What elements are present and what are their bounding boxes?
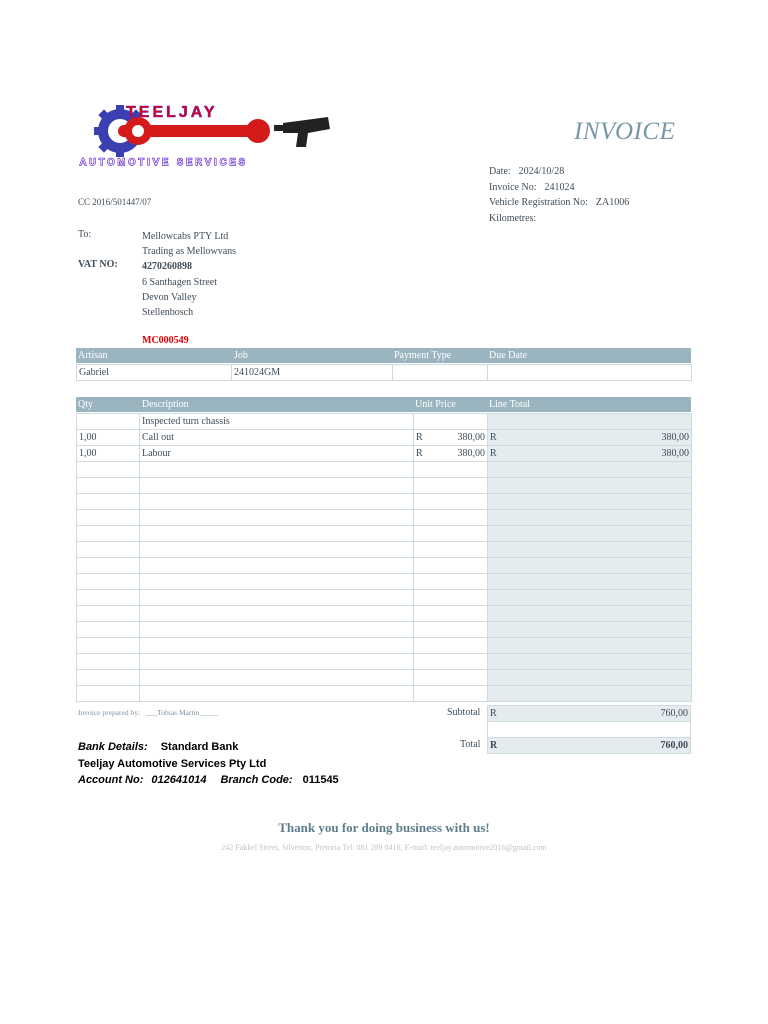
branch-code-label: Branch Code: [220,774,293,786]
line-total-cell [488,622,692,638]
currency-symbol: R [416,448,423,459]
qty-cell: 1,00 [77,446,140,462]
subtotal-cell [488,706,691,722]
unit-price-header: Unit Price [415,399,456,410]
total-label: Total [460,739,481,750]
table-row [77,510,692,526]
total-row [488,738,691,754]
qty-cell [77,510,140,526]
account-no-label: Account No: [78,774,144,786]
description-cell [140,462,414,478]
line-total-header: Line Total [489,399,531,410]
unit-price-cell [414,606,488,622]
prepared-by [78,708,218,717]
currency-symbol: R [490,708,497,719]
unit-price-cell [414,414,488,430]
vat-label: VAT NO: [78,259,118,270]
subtotal-label: Subtotal [447,707,481,718]
payment-type-header: Payment Type [394,350,452,361]
unit-price-cell [414,622,488,638]
unit-price-cell [414,526,488,542]
unit-price-cell [414,462,488,478]
vehicle-reg-value: ZA1006 [595,197,630,208]
unit-price-cell [414,542,488,558]
unit-price-cell [414,670,488,686]
prepared-by-label: Invoice prepared by: [78,708,141,717]
table-row [77,574,692,590]
unit-price-value: 380,00 [457,432,485,443]
qty-cell [77,590,140,606]
invoice-meta [489,166,629,228]
customer-address [142,229,236,320]
description-cell [140,526,414,542]
qty-cell [77,414,140,430]
date-label: Date: [489,166,511,177]
table-row [77,462,692,478]
cc-number: CC 2016/501447/07 [78,197,152,207]
unit-price-cell [414,638,488,654]
due-date-cell [488,365,692,381]
description-cell [140,510,414,526]
table-row [77,558,692,574]
unit-price-cell [414,430,488,446]
wrench-icon [118,117,270,145]
job-cell: 241024GM [232,365,393,381]
unit-price-cell [414,558,488,574]
currency-symbol: R [490,448,497,459]
invoice-no-label: Invoice No: [489,181,537,193]
address-line-2: Devon Valley [142,291,197,303]
table-row [77,365,692,381]
unit-price-cell [414,654,488,670]
line-total-cell [488,638,692,654]
qty-header: Qty [78,399,93,410]
address-line-1: 6 Santhagen Street [142,276,217,288]
description-cell [140,638,414,654]
qty-cell [77,622,140,638]
vat-number: 4270260898 [142,261,192,273]
unit-price-value: 380,00 [457,448,485,459]
subtotal-row [488,706,691,722]
table-row [77,494,692,510]
table-row [77,542,692,558]
bank-details-label: Bank Details: [78,741,148,753]
table-row [77,478,692,494]
date-value: 2024/10/28 [518,166,565,177]
table-row [77,670,692,686]
description-header: Description [142,399,189,410]
invoice-title: INVOICE [574,118,676,145]
spray-gun-icon [274,117,330,147]
currency-symbol: R [490,740,498,751]
customer-name: Mellowcabs PTY Ltd [142,231,229,242]
qty-cell [77,638,140,654]
line-total-cell [488,686,692,702]
bank-details [78,739,339,789]
invoice-no-value: 241024 [544,181,575,193]
table-row [77,446,692,462]
qty-cell [77,494,140,510]
job-table [76,364,692,381]
table-row [77,638,692,654]
qty-cell [77,670,140,686]
line-total-cell [488,526,692,542]
qty-cell [77,462,140,478]
due-date-header: Due Date [489,350,528,361]
description-cell [140,606,414,622]
qty-cell [77,478,140,494]
line-total-cell [488,558,692,574]
table-row [77,654,692,670]
unit-price-cell [414,446,488,462]
description-cell: Labour [140,446,414,462]
line-total-cell [488,542,692,558]
table-row [77,590,692,606]
description-cell [140,670,414,686]
unit-price-cell [414,574,488,590]
branch-code-value: 011545 [302,774,339,786]
unit-price-cell [414,478,488,494]
qty-cell [77,526,140,542]
line-total-cell [488,590,692,606]
company-logo [78,103,348,169]
artisan-header: Artisan [78,350,108,361]
qty-cell [77,558,140,574]
qty-cell [77,606,140,622]
account-holder: Teeljay Automotive Services Pty Ltd [78,757,267,770]
unit-price-cell [414,510,488,526]
order-reference: MC000549 [142,335,189,346]
table-row [77,622,692,638]
line-total-cell [488,670,692,686]
qty-cell [77,654,140,670]
totals-table [487,705,691,754]
unit-price-cell [414,590,488,606]
description-cell [140,590,414,606]
description-cell: Call out [140,430,414,446]
line-total-cell [488,510,692,526]
kilometres-label: Kilometres: [489,212,537,224]
job-table-header [76,348,691,363]
line-total-value: 380,00 [661,432,689,443]
line-total-cell [488,478,692,494]
address-line-3: Stellenbosch [142,307,194,319]
subtotal-value: 760,00 [660,708,688,719]
prepared-by-value: ___Tobias Martin_____ [145,708,219,717]
line-total-cell [488,430,692,446]
account-no-value: 012641014 [151,774,207,786]
logo-top-text: TEELJAY [126,104,218,121]
customer-trading-as: Trading as Mellowvans [142,246,237,258]
line-total-value: 380,00 [661,448,689,459]
currency-symbol: R [416,432,423,443]
line-total-cell [488,446,692,462]
table-row [77,686,692,702]
table-row [77,526,692,542]
description-cell [140,686,414,702]
spacer-row [488,722,691,738]
line-total-cell [488,574,692,590]
description-cell [140,478,414,494]
unit-price-cell [414,686,488,702]
spacer-cell [488,722,691,738]
description-cell [140,574,414,590]
qty-cell [77,542,140,558]
qty-cell [77,574,140,590]
table-row [77,414,692,430]
line-total-cell [488,654,692,670]
items-table-header [76,397,691,412]
unit-price-cell [414,494,488,510]
currency-symbol: R [490,432,497,443]
payment-type-cell [393,365,488,381]
vehicle-reg-label: Vehicle Registration No: [489,197,588,208]
thank-you-message: Thank you for doing business with us! [278,820,490,835]
total-cell [488,738,691,754]
job-header: Job [234,350,248,361]
total-value: 760,00 [660,740,688,751]
description-cell [140,558,414,574]
qty-cell: 1,00 [77,430,140,446]
logo-bottom-text: AUTOMOTIVE SERVICES [80,157,248,167]
table-row [77,606,692,622]
qty-cell [77,686,140,702]
table-row [77,430,692,446]
bank-name: Standard Bank [160,741,239,753]
line-total-cell [488,462,692,478]
items-table [76,413,692,702]
description-cell [140,542,414,558]
line-total-cell [488,414,692,430]
description-cell [140,494,414,510]
description-cell [140,622,414,638]
line-total-cell [488,606,692,622]
company-address-footer: 242 Fakkel Street, Silverton, Pretoria Tel: 081 289 0416, E-mail: teeljay.automotive2016@gmail.com [221,843,547,852]
description-cell [140,654,414,670]
artisan-cell: Gabriel [77,365,232,381]
to-label: To: [78,229,92,240]
line-total-cell [488,494,692,510]
description-cell: Inspected turn chassis [140,414,414,430]
